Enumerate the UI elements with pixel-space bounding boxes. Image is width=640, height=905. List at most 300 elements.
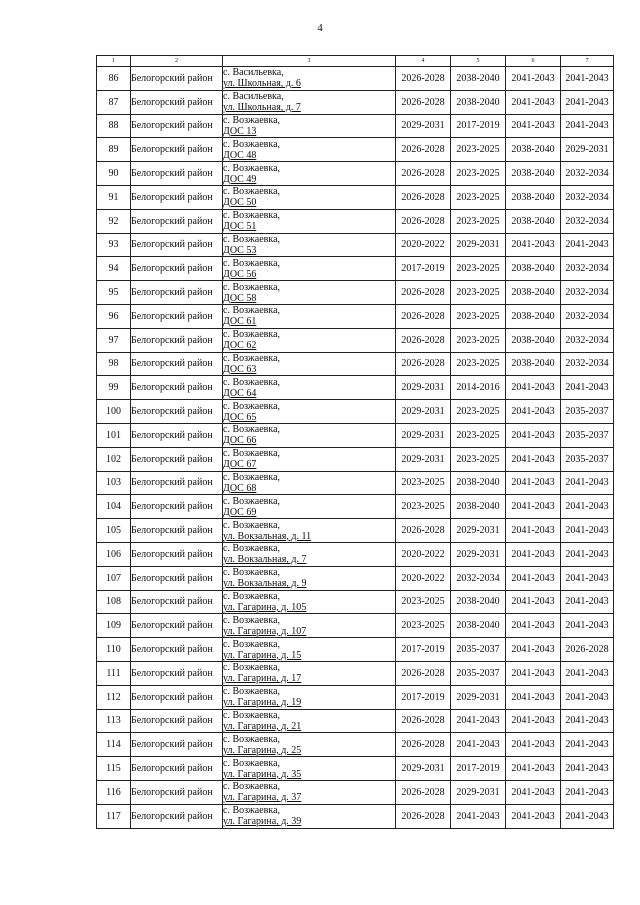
period-cell: 2041-2043 [506, 780, 561, 804]
district-cell: Белогорский район [131, 257, 223, 281]
address-cell [223, 90, 396, 114]
address-settlement: с. Возжаевка, [223, 686, 281, 698]
period-cell: 2023-2025 [396, 471, 451, 495]
period-cell: 2041-2043 [561, 566, 614, 590]
address-settlement: с. Возжаевка, [223, 662, 281, 674]
row-number: 89 [97, 138, 131, 162]
period-cell: 2032-2034 [561, 304, 614, 328]
address-cell [223, 590, 396, 614]
row-number: 92 [97, 209, 131, 233]
period-cell: 2038-2040 [451, 590, 506, 614]
period-cell: 2029-2031 [451, 233, 506, 257]
address-building: ДОС 63 [223, 363, 257, 375]
period-cell: 2023-2025 [451, 423, 506, 447]
period-cell: 2029-2031 [451, 519, 506, 543]
address-building: ул. Гагарина, д. 21 [223, 720, 302, 732]
column-header: 1 [97, 56, 131, 67]
district-cell: Белогорский район [131, 138, 223, 162]
period-cell: 2023-2025 [451, 400, 506, 424]
table-row [97, 400, 614, 424]
period-cell: 2038-2040 [451, 471, 506, 495]
address-building: ДОС 67 [223, 459, 257, 471]
period-cell: 2032-2034 [561, 281, 614, 305]
address-building: ул. Вокзальная, д. 9 [223, 578, 307, 590]
address-building: ул. Гагарина, д. 35 [223, 768, 302, 780]
period-cell: 2038-2040 [506, 162, 561, 186]
period-cell: 2017-2019 [451, 114, 506, 138]
address-building: ДОС 48 [223, 149, 257, 161]
district-cell: Белогорский район [131, 471, 223, 495]
period-cell: 2026-2028 [561, 638, 614, 662]
period-cell: 2035-2037 [451, 638, 506, 662]
period-cell: 2026-2028 [396, 352, 451, 376]
table-row [97, 757, 614, 781]
row-number: 86 [97, 67, 131, 91]
period-cell: 2041-2043 [506, 566, 561, 590]
period-cell: 2041-2043 [561, 114, 614, 138]
address-building: ул. Вокзальная, д. 11 [223, 530, 312, 542]
address-cell [223, 114, 396, 138]
table-row [97, 614, 614, 638]
address-settlement: с. Возжаевка, [223, 257, 281, 269]
period-cell: 2041-2043 [561, 590, 614, 614]
period-cell: 2041-2043 [451, 733, 506, 757]
table-row [97, 733, 614, 757]
district-cell: Белогорский район [131, 566, 223, 590]
table-row [97, 352, 614, 376]
address-cell [223, 257, 396, 281]
period-cell: 2029-2031 [451, 685, 506, 709]
period-cell: 2023-2025 [451, 304, 506, 328]
period-cell: 2041-2043 [561, 614, 614, 638]
table-row [97, 423, 614, 447]
schedule-table [96, 55, 614, 829]
period-cell: 2023-2025 [451, 352, 506, 376]
address-cell [223, 447, 396, 471]
address-settlement: с. Возжаевка, [223, 305, 281, 317]
address-cell [223, 67, 396, 91]
address-building: ДОС 64 [223, 387, 257, 399]
district-cell: Белогорский район [131, 661, 223, 685]
period-cell: 2035-2037 [561, 400, 614, 424]
period-cell: 2026-2028 [396, 90, 451, 114]
period-cell: 2041-2043 [561, 542, 614, 566]
address-cell [223, 566, 396, 590]
address-building: ул. Гагарина, д. 107 [223, 625, 307, 637]
period-cell: 2041-2043 [506, 495, 561, 519]
period-cell: 2038-2040 [506, 328, 561, 352]
address-cell [223, 138, 396, 162]
period-cell: 2032-2034 [561, 352, 614, 376]
period-cell: 2041-2043 [561, 661, 614, 685]
address-building: ул. Гагарина, д. 19 [223, 697, 302, 709]
address-settlement: с. Васильевка, [223, 67, 284, 79]
row-number: 99 [97, 376, 131, 400]
district-cell: Белогорский район [131, 733, 223, 757]
address-settlement: с. Возжаевка, [223, 733, 281, 745]
period-cell: 2026-2028 [396, 209, 451, 233]
district-cell: Белогорский район [131, 685, 223, 709]
table-row [97, 780, 614, 804]
address-settlement: с. Возжаевка, [223, 424, 281, 436]
address-building: ул. Гагарина, д. 37 [223, 792, 302, 804]
table-row [97, 90, 614, 114]
address-building: ул. Гагарина, д. 25 [223, 744, 302, 756]
district-cell: Белогорский район [131, 590, 223, 614]
address-cell [223, 328, 396, 352]
address-cell [223, 471, 396, 495]
period-cell: 2023-2025 [451, 185, 506, 209]
address-settlement: с. Возжаевка, [223, 495, 281, 507]
period-cell: 2041-2043 [506, 90, 561, 114]
period-cell: 2032-2034 [561, 185, 614, 209]
address-cell [223, 804, 396, 828]
address-settlement: с. Возжаевка, [223, 400, 281, 412]
district-cell: Белогорский район [131, 67, 223, 91]
district-cell: Белогорский район [131, 447, 223, 471]
district-cell: Белогорский район [131, 233, 223, 257]
period-cell: 2023-2025 [396, 590, 451, 614]
period-cell: 2041-2043 [506, 114, 561, 138]
period-cell: 2023-2025 [451, 257, 506, 281]
table-row [97, 304, 614, 328]
district-cell: Белогорский район [131, 614, 223, 638]
address-building: ДОС 53 [223, 244, 257, 256]
address-settlement: с. Возжаевка, [223, 114, 281, 126]
period-cell: 2023-2025 [451, 328, 506, 352]
row-number: 104 [97, 495, 131, 519]
address-building: ДОС 62 [223, 340, 257, 352]
table-row [97, 638, 614, 662]
table-row [97, 328, 614, 352]
address-settlement: с. Возжаевка, [223, 519, 281, 531]
period-cell: 2041-2043 [506, 733, 561, 757]
period-cell: 2038-2040 [506, 281, 561, 305]
period-cell: 2041-2043 [506, 661, 561, 685]
row-number: 112 [97, 685, 131, 709]
address-settlement: с. Возжаевка, [223, 543, 281, 555]
district-cell: Белогорский район [131, 542, 223, 566]
row-number: 102 [97, 447, 131, 471]
period-cell: 2029-2031 [396, 114, 451, 138]
address-settlement: с. Возжаевка, [223, 781, 281, 793]
period-cell: 2041-2043 [561, 376, 614, 400]
row-number: 113 [97, 709, 131, 733]
address-building: ДОС 58 [223, 292, 257, 304]
period-cell: 2041-2043 [561, 67, 614, 91]
period-cell: 2038-2040 [506, 257, 561, 281]
address-building: ул. Гагарина, д. 39 [223, 816, 302, 828]
column-header: 2 [131, 56, 223, 67]
period-cell: 2023-2025 [396, 614, 451, 638]
period-cell: 2041-2043 [506, 423, 561, 447]
table-row [97, 233, 614, 257]
period-cell: 2026-2028 [396, 661, 451, 685]
period-cell: 2029-2031 [451, 780, 506, 804]
district-cell: Белогорский район [131, 400, 223, 424]
district-cell: Белогорский район [131, 90, 223, 114]
period-cell: 2041-2043 [506, 233, 561, 257]
address-cell [223, 709, 396, 733]
address-cell [223, 780, 396, 804]
district-cell: Белогорский район [131, 185, 223, 209]
period-cell: 2038-2040 [506, 352, 561, 376]
column-header: 3 [223, 56, 396, 67]
table-row [97, 709, 614, 733]
address-cell [223, 304, 396, 328]
address-building: ДОС 49 [223, 173, 257, 185]
table-row [97, 185, 614, 209]
row-number: 106 [97, 542, 131, 566]
address-cell [223, 185, 396, 209]
table-row [97, 162, 614, 186]
address-cell [223, 376, 396, 400]
period-cell: 2020-2022 [396, 233, 451, 257]
address-settlement: с. Возжаевка, [223, 471, 281, 483]
period-cell: 2026-2028 [396, 304, 451, 328]
address-cell [223, 661, 396, 685]
address-settlement: с. Возжаевка, [223, 162, 281, 174]
table-row [97, 542, 614, 566]
period-cell: 2041-2043 [451, 804, 506, 828]
row-number: 96 [97, 304, 131, 328]
period-cell: 2029-2031 [396, 376, 451, 400]
row-number: 98 [97, 352, 131, 376]
period-cell: 2041-2043 [506, 614, 561, 638]
period-cell: 2023-2025 [451, 138, 506, 162]
column-number-row [97, 56, 614, 67]
table-row [97, 566, 614, 590]
address-settlement: с. Возжаевка, [223, 567, 281, 579]
table-row [97, 495, 614, 519]
address-settlement: с. Возжаевка, [223, 709, 281, 721]
period-cell: 2032-2034 [561, 328, 614, 352]
address-building: ул. Вокзальная, д. 7 [223, 554, 307, 566]
period-cell: 2041-2043 [506, 471, 561, 495]
period-cell: 2026-2028 [396, 281, 451, 305]
address-settlement: с. Возжаевка, [223, 233, 281, 245]
address-settlement: с. Возжаевка, [223, 448, 281, 460]
period-cell: 2041-2043 [561, 495, 614, 519]
address-settlement: с. Возжаевка, [223, 352, 281, 364]
period-cell: 2023-2025 [451, 447, 506, 471]
address-building: ДОС 56 [223, 268, 257, 280]
row-number: 116 [97, 780, 131, 804]
address-building: ДОС 65 [223, 411, 257, 423]
address-cell [223, 638, 396, 662]
table-row [97, 661, 614, 685]
district-cell: Белогорский район [131, 519, 223, 543]
table-row [97, 447, 614, 471]
page-number: 4 [317, 22, 323, 34]
column-header: 6 [506, 56, 561, 67]
address-building: ДОС 61 [223, 316, 257, 328]
district-cell: Белогорский район [131, 209, 223, 233]
period-cell: 2041-2043 [561, 233, 614, 257]
address-cell [223, 685, 396, 709]
district-cell: Белогорский район [131, 495, 223, 519]
table-row [97, 67, 614, 91]
period-cell: 2029-2031 [451, 542, 506, 566]
district-cell: Белогорский район [131, 328, 223, 352]
district-cell: Белогорский район [131, 281, 223, 305]
period-cell: 2029-2031 [396, 400, 451, 424]
period-cell: 2029-2031 [396, 423, 451, 447]
district-cell: Белогорский район [131, 376, 223, 400]
period-cell: 2038-2040 [506, 138, 561, 162]
address-cell [223, 352, 396, 376]
row-number: 115 [97, 757, 131, 781]
period-cell: 2041-2043 [506, 67, 561, 91]
row-number: 87 [97, 90, 131, 114]
table-row [97, 114, 614, 138]
address-building: ул. Гагарина, д. 105 [223, 601, 307, 613]
period-cell: 2026-2028 [396, 185, 451, 209]
period-cell: 2023-2025 [451, 162, 506, 186]
address-cell [223, 495, 396, 519]
address-settlement: с. Возжаевка, [223, 186, 281, 198]
address-cell [223, 542, 396, 566]
table-row [97, 257, 614, 281]
period-cell: 2038-2040 [506, 304, 561, 328]
row-number: 90 [97, 162, 131, 186]
address-cell [223, 614, 396, 638]
row-number: 91 [97, 185, 131, 209]
address-cell [223, 519, 396, 543]
period-cell: 2041-2043 [561, 780, 614, 804]
period-cell: 2026-2028 [396, 780, 451, 804]
period-cell: 2035-2037 [561, 447, 614, 471]
table-row [97, 685, 614, 709]
address-settlement: с. Возжаевка, [223, 638, 281, 650]
period-cell: 2038-2040 [451, 495, 506, 519]
period-cell: 2041-2043 [561, 804, 614, 828]
address-cell [223, 209, 396, 233]
district-cell: Белогорский район [131, 162, 223, 186]
row-number: 93 [97, 233, 131, 257]
period-cell: 2020-2022 [396, 542, 451, 566]
period-cell: 2023-2025 [451, 281, 506, 305]
period-cell: 2038-2040 [506, 185, 561, 209]
table-row [97, 804, 614, 828]
address-settlement: с. Возжаевка, [223, 614, 281, 626]
address-building: ДОС 68 [223, 482, 257, 494]
table-body [97, 67, 614, 829]
address-building: ул. Школьная, д. 6 [223, 78, 301, 90]
period-cell: 2035-2037 [561, 423, 614, 447]
address-building: ДОС 66 [223, 435, 257, 447]
period-cell: 2032-2034 [561, 162, 614, 186]
address-cell [223, 757, 396, 781]
district-cell: Белогорский район [131, 304, 223, 328]
period-cell: 2041-2043 [506, 804, 561, 828]
table-row [97, 138, 614, 162]
period-cell: 2029-2031 [561, 138, 614, 162]
address-settlement: с. Возжаевка, [223, 138, 281, 150]
period-cell: 2041-2043 [506, 638, 561, 662]
row-number: 114 [97, 733, 131, 757]
period-cell: 2041-2043 [506, 590, 561, 614]
period-cell: 2017-2019 [396, 685, 451, 709]
period-cell: 2041-2043 [506, 519, 561, 543]
row-number: 108 [97, 590, 131, 614]
row-number: 110 [97, 638, 131, 662]
address-cell [223, 400, 396, 424]
period-cell: 2041-2043 [561, 685, 614, 709]
row-number: 101 [97, 423, 131, 447]
period-cell: 2023-2025 [396, 495, 451, 519]
period-cell: 2041-2043 [506, 400, 561, 424]
address-settlement: с. Возжаевка, [223, 590, 281, 602]
address-cell [223, 233, 396, 257]
row-number: 107 [97, 566, 131, 590]
row-number: 95 [97, 281, 131, 305]
period-cell: 2032-2034 [561, 209, 614, 233]
district-cell: Белогорский район [131, 114, 223, 138]
table-row [97, 209, 614, 233]
address-settlement: с. Возжаевка, [223, 757, 281, 769]
period-cell: 2026-2028 [396, 138, 451, 162]
period-cell: 2032-2034 [561, 257, 614, 281]
period-cell: 2029-2031 [396, 447, 451, 471]
district-cell: Белогорский район [131, 638, 223, 662]
row-number: 109 [97, 614, 131, 638]
period-cell: 2041-2043 [506, 757, 561, 781]
address-building: ул. Гагарина, д. 15 [223, 649, 302, 661]
row-number: 103 [97, 471, 131, 495]
period-cell: 2023-2025 [451, 209, 506, 233]
row-number: 88 [97, 114, 131, 138]
address-settlement: с. Возжаевка, [223, 329, 281, 341]
address-cell [223, 281, 396, 305]
district-cell: Белогорский район [131, 780, 223, 804]
row-number: 100 [97, 400, 131, 424]
period-cell: 2017-2019 [396, 257, 451, 281]
period-cell: 2026-2028 [396, 804, 451, 828]
address-building: ДОС 13 [223, 125, 257, 137]
row-number: 117 [97, 804, 131, 828]
period-cell: 2026-2028 [396, 67, 451, 91]
column-header: 4 [396, 56, 451, 67]
address-building: ДОС 50 [223, 197, 257, 209]
column-header: 7 [561, 56, 614, 67]
period-cell: 2041-2043 [506, 447, 561, 471]
row-number: 105 [97, 519, 131, 543]
address-building: ул. Школьная, д. 7 [223, 102, 301, 114]
period-cell: 2041-2043 [561, 519, 614, 543]
period-cell: 2038-2040 [506, 209, 561, 233]
period-cell: 2026-2028 [396, 162, 451, 186]
period-cell: 2026-2028 [396, 733, 451, 757]
table-row [97, 376, 614, 400]
table-row [97, 590, 614, 614]
period-cell: 2041-2043 [561, 709, 614, 733]
address-settlement: с. Возжаевка, [223, 281, 281, 293]
period-cell: 2038-2040 [451, 67, 506, 91]
period-cell: 2035-2037 [451, 661, 506, 685]
address-cell [223, 162, 396, 186]
row-number: 94 [97, 257, 131, 281]
address-cell [223, 733, 396, 757]
period-cell: 2026-2028 [396, 709, 451, 733]
address-building: ДОС 69 [223, 506, 257, 518]
period-cell: 2041-2043 [561, 471, 614, 495]
period-cell: 2041-2043 [451, 709, 506, 733]
column-header: 5 [451, 56, 506, 67]
period-cell: 2017-2019 [451, 757, 506, 781]
address-building: ДОС 51 [223, 221, 257, 233]
period-cell: 2014-2016 [451, 376, 506, 400]
